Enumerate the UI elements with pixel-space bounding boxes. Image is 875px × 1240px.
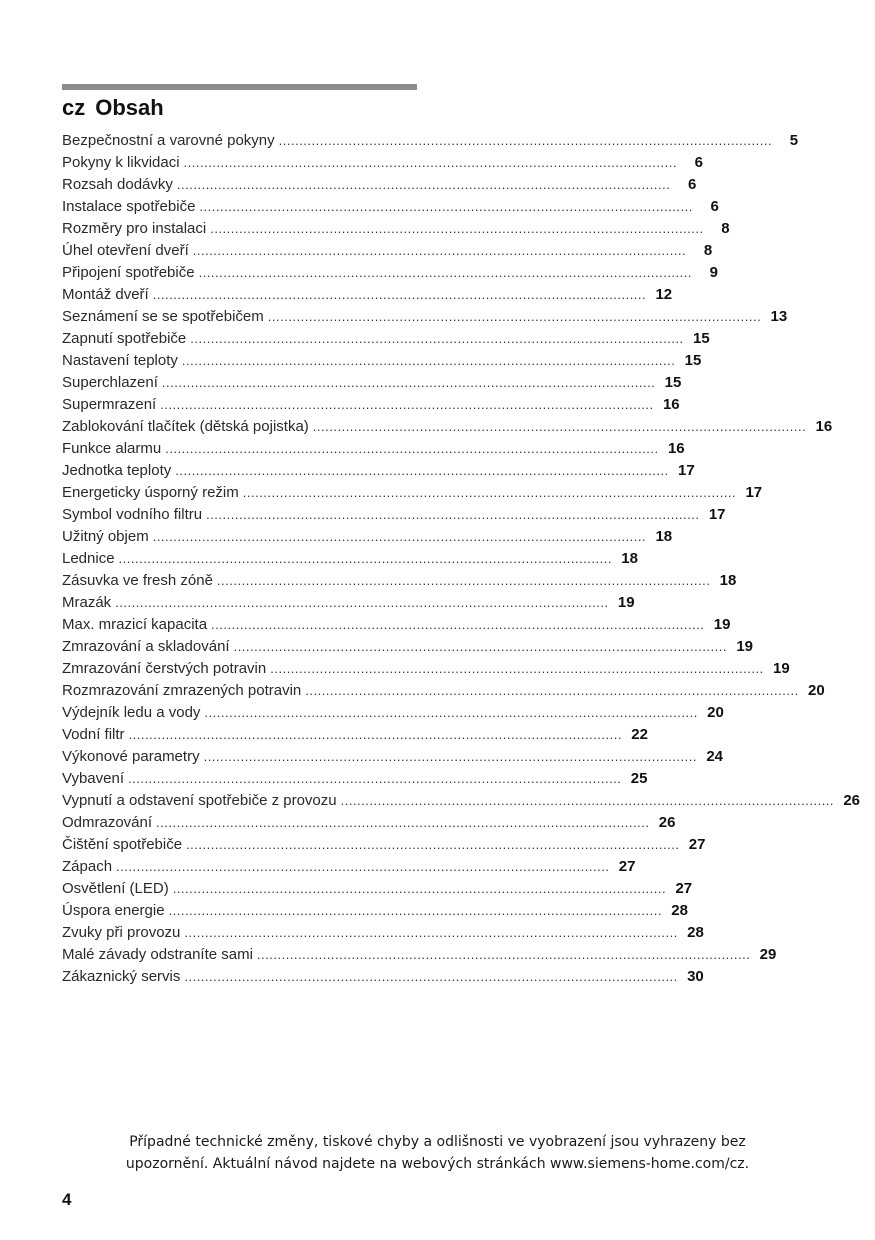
toc-entry-page: 16 (662, 396, 680, 413)
language-code: cz (62, 95, 86, 120)
toc-entry[interactable] (62, 548, 638, 570)
toc-entry-title: Vybavení (62, 770, 124, 787)
toc-entry-title: Nastavení teploty (62, 352, 178, 369)
toc-entry-page: 13 (770, 308, 788, 325)
toc-dot-leader: ........................................................................................................................ (184, 969, 678, 984)
toc-dot-leader: ........................................................................................................................ (118, 551, 612, 566)
page-number: 4 (62, 1190, 72, 1209)
toc-entry[interactable] (62, 174, 697, 196)
toc-dot-leader: ........................................................................................................................ (181, 353, 676, 368)
toc-entry[interactable] (62, 834, 706, 856)
toc-entry-page: 6 (694, 154, 703, 171)
toc-entry[interactable] (62, 790, 861, 812)
toc-entry-title: Superchlazení (62, 374, 158, 391)
toc-entry-page: 6 (687, 176, 697, 193)
toc-entry-title: Zmrazování a skladování (62, 638, 230, 655)
toc-entry-title: Bezpečnostní a varovné pokyny (62, 132, 275, 149)
toc-entry-title: Rozmrazování zmrazených potravin (62, 682, 302, 699)
toc-entry[interactable] (62, 394, 680, 416)
toc-dot-leader: ........................................................................................................................ (116, 859, 610, 874)
toc-entry-page: 19 (617, 594, 635, 611)
toc-entry[interactable] (62, 526, 673, 548)
toc-entry-page: 19 (736, 638, 753, 655)
toc-entry-title: Osvětlení (LED) (62, 880, 169, 897)
toc-entry-page: 19 (713, 616, 731, 633)
toc-entry-title: Max. mrazicí kapacita (62, 616, 208, 633)
toc-entry-title: Seznámení se se spotřebičem (62, 308, 264, 325)
toc-entry[interactable] (62, 746, 723, 768)
toc-entry[interactable] (62, 130, 799, 152)
toc-dot-leader: ........................................................................................................................ (199, 199, 693, 214)
toc-entry-title: Funkce alarmu (62, 440, 162, 457)
toc-entry[interactable] (62, 152, 703, 174)
toc-entry[interactable] (62, 702, 724, 724)
toc-entry-page: 16 (815, 418, 833, 435)
toc-entry-page: 26 (658, 814, 676, 831)
toc-dot-leader: ........................................................................................................................ (270, 661, 764, 676)
toc-entry-title: Lednice (62, 550, 115, 567)
toc-dot-leader: ........................................................................................................................ (206, 507, 700, 522)
toc-dot-leader: ........................................................................................................................ (168, 903, 662, 918)
toc-dot-leader: ........................................................................................................................ (242, 485, 737, 500)
toc-entry-title: Připojení spotřebiče (62, 264, 195, 281)
toc-entry-page: 18 (655, 528, 673, 545)
toc-entry[interactable] (62, 680, 825, 702)
toc-dot-leader: ........................................................................................................................ (233, 639, 727, 654)
toc-entry-page: 15 (692, 330, 710, 347)
toc-dot-leader: ........................................................................................................................ (183, 155, 677, 170)
toc-entry[interactable] (62, 284, 673, 306)
toc-entry-page: 16 (667, 440, 685, 457)
toc-dot-leader: ........................................................................................................................ (152, 287, 647, 302)
toc-entry-page: 28 (671, 902, 688, 919)
toc-entry-page: 12 (655, 286, 673, 303)
toc-entry-title: Symbol vodního filtru (62, 506, 203, 523)
toc-dot-leader: ........................................................................................................................ (190, 331, 684, 346)
toc-dot-leader: ........................................................................................................................ (267, 309, 762, 324)
toc-entry-title: Zákaznický servis (62, 968, 181, 985)
toc-entry-page: 27 (618, 858, 636, 875)
toc-entry[interactable] (62, 614, 731, 636)
toc-entry-title: Zapnutí spotřebiče (62, 330, 187, 347)
toc-entry-title: Výdejník ledu a vody (62, 704, 201, 721)
toc-dot-leader: ........................................................................................................................ (312, 419, 807, 434)
toc-entry-title: Supermrazení (62, 396, 157, 413)
toc-entry-page: 15 (684, 352, 702, 369)
toc-entry-title: Malé závady odstraníte sami (62, 946, 253, 963)
toc-entry-title: Vypnutí a odstavení spotřebiče z provozu (62, 792, 337, 809)
toc-dot-leader: ........................................................................................................................ (156, 815, 650, 830)
toc-entry-title: Jednotka teploty (62, 462, 172, 479)
toc-entry-page: 6 (710, 198, 719, 215)
toc-entry-page: 27 (675, 880, 693, 897)
toc-entry-page: 29 (759, 946, 777, 963)
disclaimer-line-2: upozornění. Aktuální návod najdete na webových stránkách www.siemens-home.com/cz. (125, 1156, 750, 1172)
toc-entry[interactable] (62, 856, 636, 878)
toc-dot-leader: ........................................................................................................................ (165, 441, 659, 456)
toc-dot-leader: ........................................................................................................................ (152, 529, 647, 544)
toc-entry-page: 17 (745, 484, 763, 501)
toc-entry[interactable] (62, 262, 718, 284)
toc-entry-page: 20 (707, 704, 724, 721)
toc-dot-leader: ........................................................................................................................ (192, 243, 687, 258)
title-text: Obsah (95, 95, 164, 120)
toc-entry[interactable] (62, 328, 710, 350)
toc-entry-title: Výkonové parametry (62, 748, 200, 765)
toc-entry-page: 17 (677, 462, 695, 479)
toc-entry[interactable] (62, 240, 713, 262)
toc-dot-leader: ........................................................................................................................ (161, 375, 656, 390)
toc-entry-title: Energeticky úsporný režim (62, 484, 239, 501)
toc-entry-page: 18 (621, 550, 638, 567)
toc-dot-leader: ........................................................................................................................ (256, 947, 751, 962)
toc-dot-leader: ........................................................................................................................ (204, 705, 698, 720)
toc-entry[interactable] (62, 482, 763, 504)
toc-entry-title: Úhel otevření dveří (62, 242, 189, 259)
toc-entry-title: Rozsah dodávky (62, 176, 173, 193)
toc-entry-page: 24 (706, 748, 723, 765)
toc-entry[interactable] (62, 900, 688, 922)
toc-entry[interactable] (62, 196, 719, 218)
toc-dot-leader: ........................................................................................................................ (128, 771, 622, 786)
toc-dot-leader: ........................................................................................................................ (128, 727, 622, 742)
toc-entry[interactable] (62, 724, 648, 746)
toc-entry[interactable] (62, 438, 685, 460)
toc-entry-page: 22 (631, 726, 648, 743)
toc-entry-title: Rozměry pro instalaci (62, 220, 207, 237)
toc-dot-leader: ........................................................................................................................ (172, 881, 667, 896)
toc-dot-leader: ........................................................................................................................ (176, 177, 671, 192)
toc-dot-leader: ........................................................................................................................ (210, 221, 704, 236)
toc-entry-title: Úspora energie (62, 902, 165, 919)
toc-entry-page: 28 (687, 924, 704, 941)
toc-entry[interactable] (62, 570, 737, 592)
toc-entry[interactable] (62, 460, 695, 482)
toc-entry-page: 19 (772, 660, 790, 677)
toc-entry[interactable] (62, 812, 676, 834)
toc-entry-title: Zápach (62, 858, 113, 875)
toc-entry-title: Odmrazování (62, 814, 153, 831)
toc-entry-title: Zvuky při provozu (62, 924, 181, 941)
toc-entry-page: 18 (719, 572, 737, 589)
toc-entry-page: 20 (808, 682, 825, 699)
toc-entry-title: Pokyny k likvidaci (62, 154, 180, 171)
toc-entry-page: 30 (687, 968, 704, 985)
toc-entry-title: Mrazák (62, 594, 112, 611)
toc-dot-leader: ........................................................................................................................ (198, 265, 692, 280)
toc-entry[interactable] (62, 658, 790, 680)
toc-entry[interactable] (62, 636, 753, 658)
toc-entry[interactable] (62, 944, 777, 966)
toc-dot-leader: ........................................................................................................................ (115, 595, 609, 610)
toc-entry-page: 8 (721, 220, 730, 237)
header-rule (62, 84, 417, 90)
toc-entry-title: Čištění spotřebiče (62, 836, 183, 853)
toc-entry[interactable] (62, 350, 702, 372)
toc-dot-leader: ........................................................................................................................ (278, 133, 773, 148)
toc-entry[interactable] (62, 416, 833, 438)
toc-entry-title: Montáž dveří (62, 286, 149, 303)
toc-entry-page: 27 (688, 836, 706, 853)
toc-dot-leader: ........................................................................................................................ (305, 683, 799, 698)
toc-dot-leader: ........................................................................................................................ (175, 463, 669, 478)
toc-entry[interactable] (62, 306, 788, 328)
disclaimer-note (80, 1131, 795, 1175)
toc-entry-title: Vodní filtr (62, 726, 125, 743)
toc-entry-title: Zablokování tlačítek (dětská pojistka) (62, 418, 309, 435)
toc-entry-page: 17 (708, 506, 726, 523)
table-of-contents (62, 130, 861, 988)
toc-entry-page: 26 (843, 792, 861, 809)
toc-entry-page: 9 (709, 264, 718, 281)
toc-entry[interactable] (62, 768, 648, 790)
toc-dot-leader: ........................................................................................................................ (211, 617, 705, 632)
toc-entry-title: Instalace spotřebiče (62, 198, 196, 215)
toc-entry[interactable] (62, 372, 682, 394)
toc-entry[interactable] (62, 966, 704, 988)
toc-dot-leader: ........................................................................................................................ (340, 793, 835, 808)
disclaimer-line-1: Případné technické změny, tiskové chyby a odlišnosti ve vyobrazení jsou vyhrazeny bez (129, 1134, 746, 1150)
toc-dot-leader: ........................................................................................................................ (186, 837, 680, 852)
toc-dot-leader: ........................................................................................................................ (203, 749, 697, 764)
toc-dot-leader: ........................................................................................................................ (160, 397, 654, 412)
toc-entry[interactable] (62, 878, 693, 900)
toc-entry[interactable] (62, 504, 726, 526)
toc-entry[interactable] (62, 218, 730, 240)
toc-dot-leader: ........................................................................................................................ (216, 573, 711, 588)
page-title (62, 94, 164, 122)
toc-dot-leader: ........................................................................................................................ (184, 925, 678, 940)
toc-entry-title: Zásuvka ve fresh zóně (62, 572, 213, 589)
toc-entry-title: Užitný objem (62, 528, 149, 545)
toc-entry-page: 25 (630, 770, 648, 787)
toc-entry[interactable] (62, 592, 635, 614)
toc-entry-page: 8 (703, 242, 713, 259)
toc-entry-page: 5 (789, 132, 799, 149)
toc-entry-page: 15 (664, 374, 682, 391)
toc-entry-title: Zmrazování čerstvých potravin (62, 660, 267, 677)
toc-entry[interactable] (62, 922, 704, 944)
